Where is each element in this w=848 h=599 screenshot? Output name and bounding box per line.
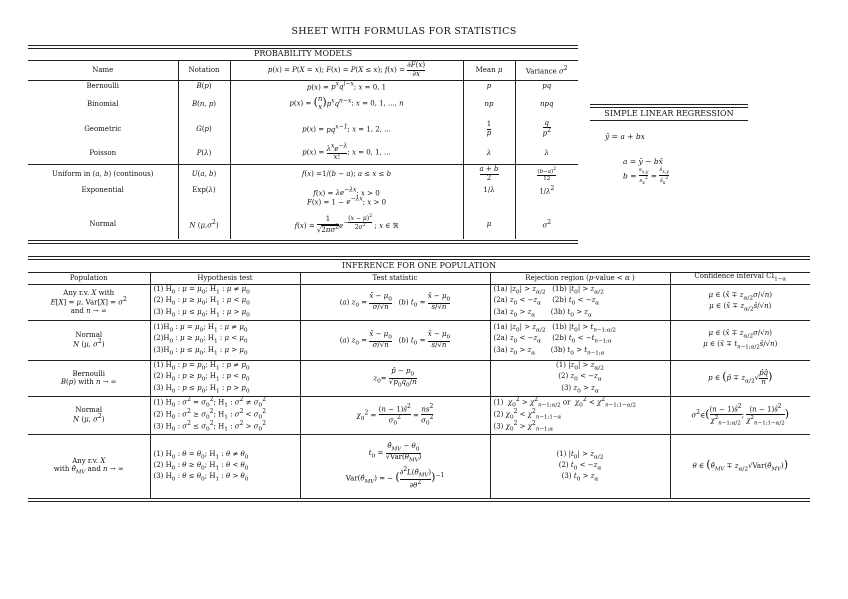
inf-hypothesis: (1) $H_0$ : $p = p_0$; $H_1$ : $p \ne p_0$ (2) $H_0$ : $p \ge p_0$; $H_1$ : $p < p_0$ (3) $H_0$ : $p \le p_0$; $H_1$ : $p > p_0$ — [150, 360, 300, 396]
slr-b-equation: b = $\frac{s_{x,y}}{s_x^2}$ = $\frac{ŝ_{x,y}}{ŝ_x^2}$ — [623, 167, 669, 187]
prob-mean: np — [463, 92, 515, 116]
prob-notation: U(a, b) — [178, 164, 230, 184]
prob-var: $\frac{(b-a)^2}{12}$ — [537, 166, 557, 182]
inf-hypothesis: (1) $H_0$ : $\theta = \theta_0$; $H_1$ : $\theta \ne \theta_0$ (2) $H_0$ : $\theta \ge \theta_0$; $H_1$ : $\theta < \theta_0$ (3) $H_0$ : $\theta \le \theta_0$; $H_1$ : $\theta > \theta_0$ — [150, 434, 300, 498]
prob-title: PROBABILITY MODELS — [253, 49, 353, 58]
inf-rejection: (1a) $|z_0| > z_{\alpha/2}$ (1b) $|t_0| > t_{n-1;\alpha/2}$ (2a) $z_0 < -z_\alpha$ (2b) $t_0 < -t_{n-1;\alpha}$ (3a) $z_0 > z_\alpha$ (3b) $t_0 > t_{n-1;\alpha}$ — [490, 320, 670, 360]
inf-row-mean-normal — [28, 320, 810, 360]
inf-row-variance — [28, 396, 810, 434]
prob-mean: λ — [463, 142, 515, 164]
inf-head-statistic: Test statistic — [300, 272, 490, 284]
sheet-title: SHEET WITH FORMULAS FOR STATISTICS — [291, 26, 517, 37]
slr-top-rule — [590, 104, 748, 108]
prob-name: Bernoulli — [28, 80, 178, 92]
inf-ci: θ ∈ ($\thetâ_{MV}$ ∓ $z_{\alpha/2}√Var(\thetâ_{MV})$) — [692, 458, 789, 473]
prob-name: Normal — [28, 210, 178, 239]
prob-mean: $\frac{a + b}{2}$ — [463, 164, 515, 184]
inference-table — [28, 272, 810, 498]
inf-statistic: $z_0=$ $\frac{p̂ - p_0}{√p_0q_0/n}$ — [300, 360, 490, 396]
prob-row-bernoulli — [28, 80, 578, 92]
inf-rejection: (1) $|t_0| > z_{\alpha/2}$ (2) $t_0 < -z_\alpha$ (3) $t_0 > z_\alpha$ — [490, 434, 670, 498]
prob-formula: $p(x) = p^xq^{l-x}$; x = 0, 1 — [230, 80, 463, 92]
inf-row-proportion — [28, 360, 810, 396]
inf-ci: $\sigma^2\in$( $\frac{(n - 1)ŝ^2}{\chi^2_{n-1;\alpha/2}}$ ; $\frac{(n - 1)ŝ^2}{\chi^2_{n-1;1-\alpha/2}}$ ) — [691, 402, 790, 427]
inf-statistic: $\chi_0^2$ = $\frac{(n - 1)ŝ^2}{\sigma_0^2}$ = $\frac{ns^2}{\sigma_0^2}$ — [300, 396, 490, 434]
prob-notation: N $(\mu,\sigma^2)$ — [178, 210, 230, 239]
inf-rejection: (1a) $|z_0| > z_{\alpha/2}$ (1b) $|t_0| > z_{\alpha/2}$ (2a) $z_0 < -z_\alpha$ (2b) $t_0 < -z_\alpha$ (3a) $z_0 > z_\alpha$ (3b) $t_0 > z_\alpha$ — [490, 284, 670, 320]
inf-hypothesis: (1) $H_0$ : $\sigma^2 = \sigma_0^2$; $H_1$ : $\sigma^2 \ne \sigma_0^2$ (2) $H_0$ : $\sigma^2 \ge \sigma_0^2$; $H_1$ : $\sigma^2 < \sigma_0^2$ (3) $H_0$ : $\sigma^2 \le \sigma_0^2$; $H_1$ : $\sigma^2 > \sigma_0^2$ — [150, 396, 300, 434]
inf-top-rule — [28, 256, 810, 260]
prob-name: Binomial — [28, 92, 178, 116]
prob-notation: Exp(λ) — [178, 184, 230, 210]
slr-title: SIMPLE LINEAR REGRESSION — [604, 109, 734, 118]
inf-statistic: (a) $z_0$ = $\frac{x̄ - \mu_0}{\sigma/√n}$ (b) $t_0$ = $\frac{x̄ - \mu_0}{ŝ/√n}$ — [300, 284, 490, 320]
prob-row-binomial — [28, 92, 578, 116]
prob-head-notation: Notation — [178, 61, 230, 80]
prob-notation: P(λ) — [178, 142, 230, 164]
prob-mean: 1/λ — [463, 184, 515, 210]
prob-header-row — [28, 61, 578, 80]
inf-head-ci: Confidence interval $CI_{1-\alpha}$ — [694, 272, 787, 283]
inf-statistic: (a) $z_0$ = $\frac{x̄ - \mu_0}{\sigma/√n}$ (b) $t_0$ = $\frac{x̄ - \mu_0}{ŝ/√n}$ — [300, 320, 490, 360]
prob-mean: $\frac{1}{p}$ — [463, 116, 515, 142]
inf-population: Normal N (μ, $\sigma^2$) — [28, 320, 150, 360]
prob-notation: G(p) — [178, 116, 230, 142]
prob-formula: f(x) = $\frac{1}{√2\pi\sigma^2}$ $e^{- \frac{(x - \mu)^2}{2\sigma^2}}$ ; x ∈ ℜ — [230, 210, 463, 239]
inf-ci: μ ∈ (x̄ ∓ $z_{\alpha/2}\sigma/√n$) μ ∈ (x̄ ∓ $t_{n-1;\alpha/2}ŝ/√n$) — [703, 329, 778, 351]
prob-mean: p — [463, 80, 515, 92]
prob-row-uniform — [28, 164, 578, 184]
prob-formula: p(x) = $\lambda^xe^{-\lambda}$ x! ; x = 0, 1, ... — [230, 142, 463, 164]
prob-row-exponential — [28, 184, 578, 210]
prob-notation: B(p) — [178, 80, 230, 92]
prob-row-normal — [28, 210, 578, 239]
prob-formula: $p(x) = pq^{x-1}$; x = 1, 2, ... — [230, 116, 463, 142]
inf-rejection: (1) $\chi_0^2 > \chi^2_{n-1;\alpha/2}$ or $\chi_0^2 < \chi^2_{n-1;1-\alpha/2}$ (2) $\chi_0^2 < \chi^2_{n-1;1-\alpha}$ (3) $\chi_0^2 > \chi^2_{n-1;\alpha}$ — [490, 396, 670, 434]
prob-head-mean: Mean μ — [463, 61, 515, 80]
prob-head-formula: p(x) = P(X = x); F(x) = P(X ≤ x); f(x) = $\frac{\partial F(x)}{\partial x}$ — [230, 61, 463, 80]
inf-head-hypothesis: Hypothesis test — [150, 272, 300, 284]
prob-row-poisson — [28, 142, 578, 164]
prob-head-variance: Variance $\sigma^2$ — [525, 64, 568, 75]
prob-var: pq — [542, 82, 552, 91]
inf-title: INFERENCE FOR ONE POPULATION — [341, 261, 497, 270]
inf-ci: p ∈ (p̂ ∓ $z_{\alpha/2}√$ $\frac{p̂q̂}{n}$ ) — [708, 368, 773, 386]
inf-row-mean-any — [28, 284, 810, 320]
prob-var: $\sigma^2$ — [542, 218, 552, 230]
prob-formula: $f(x) = \lambda e^{-\lambda x}$; x > 0 $F(x) = 1 - e^{-\lambda x}$; x > 0 — [230, 184, 463, 210]
inf-bottom-rule — [28, 498, 810, 502]
inf-ci: μ ∈ (x̄ ∓ $z_{\alpha/2}\sigma/√n$) μ ∈ (x̄ ∓ $z_{\alpha/2}ŝ/√n$) — [708, 290, 772, 313]
prob-head-name: Name — [28, 61, 178, 80]
slr-a-equation: a = ȳ − bx̄ — [623, 157, 663, 166]
prob-var: λ — [544, 148, 549, 157]
prob-name: Uniform in (a, b) (continous) — [28, 164, 178, 184]
inf-population: Any r.v. X with $\thetâ_{MV}$ and n → ∞ — [28, 434, 150, 498]
inf-population: Bernoulli B(p) with n → ∞ — [28, 360, 150, 396]
prob-formula: f(x) =1/(b − a); a ≤ x ≤ b — [230, 164, 463, 184]
inf-row-mle — [28, 434, 810, 498]
prob-var: npq — [540, 99, 554, 108]
prob-name: Poisson — [28, 142, 178, 164]
prob-row-geometric — [28, 116, 578, 142]
inf-population: Normal N (μ, $\sigma^2$) — [28, 396, 150, 434]
prob-var: $1/\lambda^2$ — [539, 185, 555, 196]
slr-rule — [590, 120, 748, 121]
prob-mean: μ — [463, 210, 515, 239]
inf-rejection: (1) $|z_0| > z_{\alpha/2}$ (2) $z_0 < -z_\alpha$ (3) $z_0 > z_\alpha$ — [490, 360, 670, 396]
inf-header-row — [28, 272, 810, 284]
inf-head-rejection: Rejection region (p-value < α ) — [490, 272, 670, 284]
prob-bottom-rule — [28, 240, 578, 244]
inf-head-population: Population — [28, 272, 150, 284]
prob-formula: p(x) = ( n x )$p^xq^{n-x}$; x = 0, 1, ..., n — [230, 92, 463, 116]
prob-notation: B(n, p) — [178, 92, 230, 116]
probability-table — [28, 61, 578, 239]
inf-population: Any r.v. X with E[X] = μ, $Var[X] = \sigma^2$ and n → ∞ — [28, 284, 150, 320]
inf-statistic: $t_0$ = $\thetâ_{MV} - \theta_0$ $√Var(\thetâ_{MV})$ $Var(\thetâ_{MV})$ = − ( $\frac{\partial^2L(\thetâ_{MV})}{\partial\theta^2}$ )$^{-1}$ — [300, 434, 490, 498]
prob-var: $\frac{q}{p^2}$ — [542, 118, 551, 138]
prob-name: Geometric — [28, 116, 178, 142]
prob-name: Exponential — [28, 184, 178, 210]
inf-hypothesis: (1) $H_0$ : $\mu = \mu_0$; $H_1$ : $\mu \ne \mu_0$ (2) $H_0$ : $\mu \ge \mu_0$; $H_1$ : $\mu < \mu_0$ (3) $H_0$ : $\mu \le \mu_0$; $H_1$ : $\mu > \mu_0$ — [150, 284, 300, 320]
slr-model: ŷ = a + bx — [605, 132, 645, 141]
inf-hypothesis: $(1)H_0$ : $\mu = \mu_0$; $H_1$ : $\mu \ne \mu_0$ $(2)H_0$ : $\mu \ge \mu_0$; $H_1$ : $\mu < \mu_0$ $(3)H_0$ : $\mu \le \mu_0$; $H_1$ : $\mu > \mu_0$ — [150, 320, 300, 360]
